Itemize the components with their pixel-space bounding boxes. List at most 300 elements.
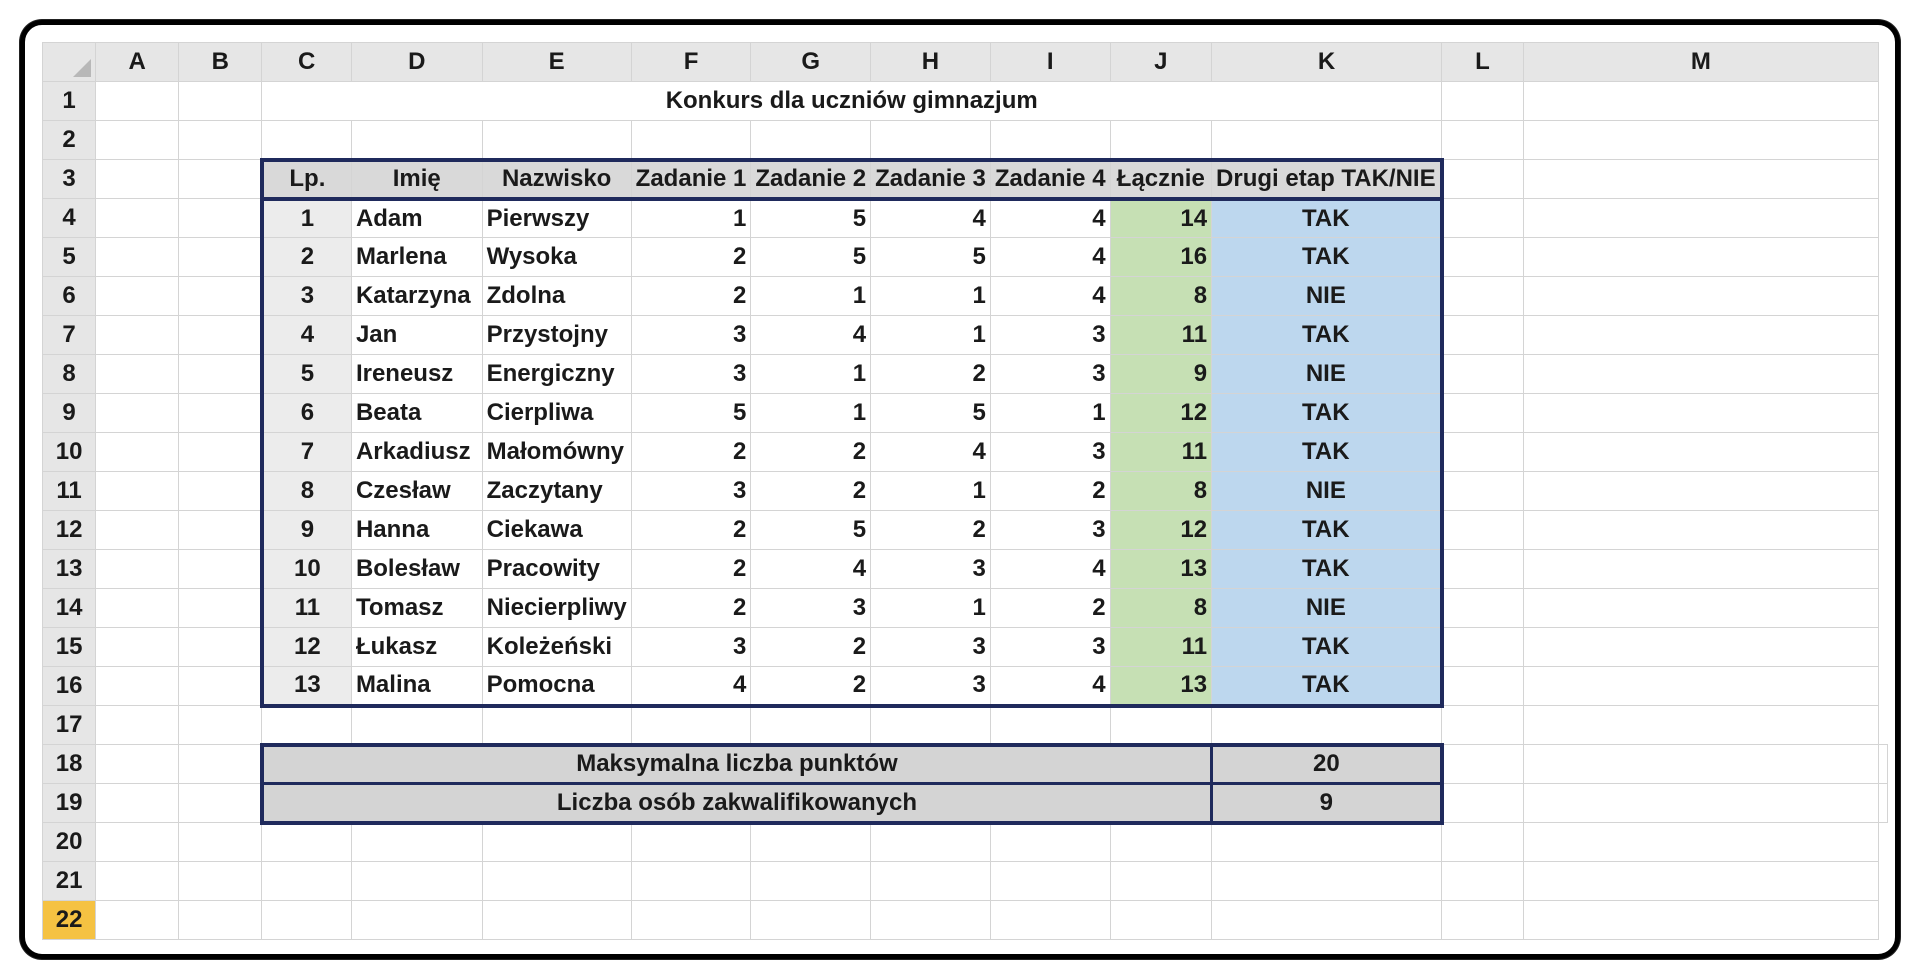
task1-cell[interactable]: 2 [631, 277, 751, 316]
cell[interactable] [179, 355, 262, 394]
cell[interactable] [179, 433, 262, 472]
second-stage-cell[interactable]: TAK [1212, 511, 1442, 550]
cell[interactable] [871, 121, 991, 160]
cell[interactable] [1442, 433, 1524, 472]
cell[interactable] [1523, 316, 1878, 355]
cell[interactable] [262, 706, 352, 745]
cell[interactable] [1523, 550, 1878, 589]
cell[interactable] [1442, 355, 1524, 394]
cell[interactable] [1442, 199, 1524, 238]
cell[interactable] [1879, 784, 1888, 823]
cell[interactable] [871, 706, 991, 745]
cell[interactable] [96, 706, 179, 745]
cell[interactable] [179, 316, 262, 355]
task1-cell[interactable]: 5 [631, 394, 751, 433]
cell[interactable] [179, 745, 262, 784]
cell[interactable] [96, 667, 179, 706]
cell[interactable] [751, 862, 871, 901]
cell[interactable] [1442, 394, 1524, 433]
cell[interactable] [1442, 160, 1524, 199]
task2-cell[interactable]: 1 [751, 394, 871, 433]
cell[interactable] [96, 238, 179, 277]
cell[interactable] [990, 121, 1110, 160]
cell[interactable] [1212, 121, 1442, 160]
task2-cell[interactable]: 5 [751, 238, 871, 277]
cell[interactable] [96, 394, 179, 433]
row-header[interactable]: 14 [43, 589, 96, 628]
cell[interactable] [1523, 823, 1878, 862]
task4-cell[interactable]: 4 [990, 199, 1110, 238]
table-header-cell[interactable]: Nazwisko [482, 160, 631, 199]
row-header[interactable]: 3 [43, 160, 96, 199]
row-header[interactable]: 5 [43, 238, 96, 277]
task1-cell[interactable]: 3 [631, 355, 751, 394]
cell[interactable] [631, 901, 751, 940]
lp-cell[interactable]: 5 [262, 355, 352, 394]
cell[interactable] [1212, 862, 1442, 901]
cell[interactable] [1212, 823, 1442, 862]
first-name-cell[interactable]: Łukasz [351, 628, 482, 667]
cell[interactable] [1442, 472, 1524, 511]
cell[interactable] [482, 121, 631, 160]
cell[interactable] [1523, 238, 1878, 277]
cell[interactable] [631, 823, 751, 862]
first-name-cell[interactable]: Jan [351, 316, 482, 355]
last-name-cell[interactable]: Pierwszy [482, 199, 631, 238]
lp-cell[interactable]: 3 [262, 277, 352, 316]
cell[interactable] [1523, 901, 1878, 940]
cell[interactable] [631, 706, 751, 745]
cell[interactable] [1523, 745, 1878, 784]
task4-cell[interactable]: 3 [990, 433, 1110, 472]
task4-cell[interactable]: 2 [990, 589, 1110, 628]
cell[interactable] [1110, 121, 1212, 160]
cell[interactable] [1523, 667, 1878, 706]
cell[interactable] [96, 199, 179, 238]
cell[interactable] [482, 862, 631, 901]
task3-cell[interactable]: 1 [871, 589, 991, 628]
row-header[interactable]: 4 [43, 199, 96, 238]
total-cell[interactable]: 16 [1110, 238, 1212, 277]
cell[interactable] [1523, 628, 1878, 667]
task3-cell[interactable]: 1 [871, 316, 991, 355]
task2-cell[interactable]: 4 [751, 316, 871, 355]
task2-cell[interactable]: 5 [751, 511, 871, 550]
task1-cell[interactable]: 3 [631, 472, 751, 511]
column-header-f[interactable]: F [631, 43, 751, 82]
cell[interactable] [990, 901, 1110, 940]
row-header[interactable]: 18 [43, 745, 96, 784]
row-header[interactable]: 20 [43, 823, 96, 862]
cell[interactable] [1442, 550, 1524, 589]
task3-cell[interactable]: 4 [871, 199, 991, 238]
cell[interactable] [179, 823, 262, 862]
task1-cell[interactable]: 1 [631, 199, 751, 238]
cell[interactable] [1523, 160, 1878, 199]
task1-cell[interactable]: 2 [631, 589, 751, 628]
cell[interactable] [990, 862, 1110, 901]
last-name-cell[interactable]: Zdolna [482, 277, 631, 316]
cell[interactable] [1442, 628, 1524, 667]
cell[interactable] [96, 589, 179, 628]
cell[interactable] [179, 550, 262, 589]
task3-cell[interactable]: 2 [871, 511, 991, 550]
task3-cell[interactable]: 1 [871, 277, 991, 316]
lp-cell[interactable]: 2 [262, 238, 352, 277]
task1-cell[interactable]: 2 [631, 238, 751, 277]
second-stage-cell[interactable]: NIE [1212, 355, 1442, 394]
cell[interactable] [96, 316, 179, 355]
row-header[interactable]: 19 [43, 784, 96, 823]
last-name-cell[interactable]: Pomocna [482, 667, 631, 706]
task2-cell[interactable]: 5 [751, 199, 871, 238]
cell[interactable] [1442, 121, 1524, 160]
task4-cell[interactable]: 2 [990, 472, 1110, 511]
column-header-j[interactable]: J [1110, 43, 1212, 82]
cell[interactable] [179, 706, 262, 745]
task1-cell[interactable]: 2 [631, 550, 751, 589]
cell[interactable] [96, 472, 179, 511]
cell[interactable] [1523, 862, 1878, 901]
cell[interactable] [1442, 784, 1524, 823]
first-name-cell[interactable]: Arkadiusz [351, 433, 482, 472]
cell[interactable] [1523, 433, 1878, 472]
total-cell[interactable]: 13 [1110, 550, 1212, 589]
first-name-cell[interactable]: Beata [351, 394, 482, 433]
cell[interactable] [631, 862, 751, 901]
second-stage-cell[interactable]: TAK [1212, 550, 1442, 589]
row-header[interactable]: 15 [43, 628, 96, 667]
task4-cell[interactable]: 1 [990, 394, 1110, 433]
cell[interactable] [96, 550, 179, 589]
cell[interactable] [179, 784, 262, 823]
total-cell[interactable]: 11 [1110, 433, 1212, 472]
cell[interactable] [1523, 82, 1878, 121]
cell[interactable] [96, 82, 179, 121]
cell[interactable] [96, 745, 179, 784]
cell[interactable] [351, 823, 482, 862]
column-header-k[interactable]: K [1212, 43, 1442, 82]
cell[interactable] [751, 901, 871, 940]
row-header[interactable]: 16 [43, 667, 96, 706]
cell[interactable] [179, 628, 262, 667]
second-stage-cell[interactable]: TAK [1212, 433, 1442, 472]
task4-cell[interactable]: 3 [990, 628, 1110, 667]
cell[interactable] [751, 823, 871, 862]
cell[interactable] [262, 862, 352, 901]
cell[interactable] [179, 511, 262, 550]
cell[interactable] [96, 433, 179, 472]
first-name-cell[interactable]: Hanna [351, 511, 482, 550]
total-cell[interactable]: 11 [1110, 316, 1212, 355]
column-header-i[interactable]: I [990, 43, 1110, 82]
task4-cell[interactable]: 4 [990, 667, 1110, 706]
lp-cell[interactable]: 13 [262, 667, 352, 706]
first-name-cell[interactable]: Marlena [351, 238, 482, 277]
cell[interactable] [179, 394, 262, 433]
cell[interactable] [351, 862, 482, 901]
task2-cell[interactable]: 1 [751, 277, 871, 316]
cell[interactable] [351, 706, 482, 745]
cell[interactable] [1442, 511, 1524, 550]
task3-cell[interactable]: 1 [871, 472, 991, 511]
task4-cell[interactable]: 3 [990, 316, 1110, 355]
cell[interactable] [1110, 862, 1212, 901]
table-header-cell[interactable]: Drugi etap TAK/NIE [1212, 160, 1442, 199]
cell[interactable] [1110, 706, 1212, 745]
row-header[interactable]: 11 [43, 472, 96, 511]
first-name-cell[interactable]: Malina [351, 667, 482, 706]
cell[interactable] [1110, 901, 1212, 940]
total-cell[interactable]: 14 [1110, 199, 1212, 238]
cell[interactable] [179, 589, 262, 628]
cell[interactable] [1442, 823, 1524, 862]
row-header[interactable]: 10 [43, 433, 96, 472]
cell[interactable] [96, 901, 179, 940]
cell[interactable] [871, 901, 991, 940]
cell[interactable] [1442, 238, 1524, 277]
last-name-cell[interactable]: Pracowity [482, 550, 631, 589]
cell[interactable] [179, 901, 262, 940]
cell[interactable] [179, 862, 262, 901]
row-header[interactable]: 22 [43, 901, 96, 940]
second-stage-cell[interactable]: NIE [1212, 277, 1442, 316]
lp-cell[interactable]: 9 [262, 511, 352, 550]
second-stage-cell[interactable]: TAK [1212, 316, 1442, 355]
table-header-cell[interactable]: Imię [351, 160, 482, 199]
task4-cell[interactable]: 4 [990, 277, 1110, 316]
cell[interactable] [1442, 745, 1524, 784]
task3-cell[interactable]: 5 [871, 394, 991, 433]
total-cell[interactable]: 13 [1110, 667, 1212, 706]
second-stage-cell[interactable]: TAK [1212, 238, 1442, 277]
task4-cell[interactable]: 3 [990, 511, 1110, 550]
cell[interactable] [96, 628, 179, 667]
task3-cell[interactable]: 3 [871, 628, 991, 667]
total-cell[interactable]: 12 [1110, 511, 1212, 550]
column-header-c[interactable]: C [262, 43, 352, 82]
cell[interactable] [179, 472, 262, 511]
table-header-cell[interactable]: Lp. [262, 160, 352, 199]
cell[interactable] [1523, 589, 1878, 628]
cell[interactable] [1212, 901, 1442, 940]
cell[interactable] [1523, 511, 1878, 550]
first-name-cell[interactable]: Bolesław [351, 550, 482, 589]
task4-cell[interactable]: 3 [990, 355, 1110, 394]
table-header-cell[interactable]: Zadanie 4 [990, 160, 1110, 199]
cell[interactable] [1442, 901, 1524, 940]
second-stage-cell[interactable]: NIE [1212, 472, 1442, 511]
task1-cell[interactable]: 2 [631, 511, 751, 550]
first-name-cell[interactable]: Tomasz [351, 589, 482, 628]
row-header[interactable]: 17 [43, 706, 96, 745]
cell[interactable] [990, 706, 1110, 745]
cell[interactable] [871, 823, 991, 862]
cell[interactable] [179, 667, 262, 706]
summary-value[interactable]: 9 [1212, 784, 1442, 823]
cell[interactable] [1523, 199, 1878, 238]
cell[interactable] [96, 277, 179, 316]
task2-cell[interactable]: 2 [751, 433, 871, 472]
task3-cell[interactable]: 3 [871, 667, 991, 706]
last-name-cell[interactable]: Cierpliwa [482, 394, 631, 433]
cell[interactable] [1442, 589, 1524, 628]
column-header-b[interactable]: B [179, 43, 262, 82]
task3-cell[interactable]: 4 [871, 433, 991, 472]
row-header[interactable]: 6 [43, 277, 96, 316]
task1-cell[interactable]: 4 [631, 667, 751, 706]
cell[interactable] [96, 121, 179, 160]
row-header[interactable]: 21 [43, 862, 96, 901]
total-cell[interactable]: 8 [1110, 277, 1212, 316]
row-header[interactable]: 1 [43, 82, 96, 121]
table-header-cell[interactable]: Łącznie [1110, 160, 1212, 199]
summary-label[interactable]: Liczba osób zakwalifikowanych [262, 784, 1212, 823]
cell[interactable] [351, 121, 482, 160]
cell[interactable] [262, 901, 352, 940]
cell[interactable] [751, 706, 871, 745]
last-name-cell[interactable]: Ciekawa [482, 511, 631, 550]
lp-cell[interactable]: 11 [262, 589, 352, 628]
summary-label[interactable]: Maksymalna liczba punktów [262, 745, 1212, 784]
lp-cell[interactable]: 4 [262, 316, 352, 355]
cell[interactable] [179, 277, 262, 316]
cell[interactable] [1442, 277, 1524, 316]
task3-cell[interactable]: 5 [871, 238, 991, 277]
cell[interactable] [1110, 823, 1212, 862]
row-header[interactable]: 13 [43, 550, 96, 589]
total-cell[interactable]: 11 [1110, 628, 1212, 667]
cell[interactable] [1523, 121, 1878, 160]
cell[interactable] [1523, 706, 1878, 745]
task3-cell[interactable]: 2 [871, 355, 991, 394]
task1-cell[interactable]: 3 [631, 628, 751, 667]
cell[interactable] [482, 706, 631, 745]
total-cell[interactable]: 8 [1110, 472, 1212, 511]
last-name-cell[interactable]: Przystojny [482, 316, 631, 355]
cell[interactable] [1523, 784, 1878, 823]
task4-cell[interactable]: 4 [990, 550, 1110, 589]
cell[interactable] [751, 121, 871, 160]
cell[interactable] [179, 160, 262, 199]
cell[interactable] [179, 199, 262, 238]
second-stage-cell[interactable]: TAK [1212, 667, 1442, 706]
cell[interactable] [262, 823, 352, 862]
cell[interactable] [482, 901, 631, 940]
select-all-corner[interactable] [43, 43, 96, 82]
row-header[interactable]: 12 [43, 511, 96, 550]
row-header[interactable]: 2 [43, 121, 96, 160]
row-header[interactable]: 7 [43, 316, 96, 355]
column-header-l[interactable]: L [1442, 43, 1524, 82]
cell[interactable] [871, 862, 991, 901]
cell[interactable] [1442, 82, 1524, 121]
cell[interactable] [1879, 745, 1888, 784]
cell[interactable] [1442, 862, 1524, 901]
second-stage-cell[interactable]: TAK [1212, 199, 1442, 238]
cell[interactable] [96, 160, 179, 199]
cell[interactable] [96, 862, 179, 901]
task2-cell[interactable]: 4 [751, 550, 871, 589]
cell[interactable] [1523, 472, 1878, 511]
summary-value[interactable]: 20 [1212, 745, 1442, 784]
last-name-cell[interactable]: Wysoka [482, 238, 631, 277]
cell[interactable] [351, 901, 482, 940]
lp-cell[interactable]: 12 [262, 628, 352, 667]
lp-cell[interactable]: 6 [262, 394, 352, 433]
last-name-cell[interactable]: Małomówny [482, 433, 631, 472]
cell[interactable] [482, 823, 631, 862]
cell[interactable] [96, 355, 179, 394]
second-stage-cell[interactable]: TAK [1212, 628, 1442, 667]
table-header-cell[interactable]: Zadanie 3 [871, 160, 991, 199]
cell[interactable] [1523, 355, 1878, 394]
second-stage-cell[interactable]: NIE [1212, 589, 1442, 628]
cell[interactable] [1523, 277, 1878, 316]
column-header-h[interactable]: H [871, 43, 991, 82]
table-header-cell[interactable]: Zadanie 2 [751, 160, 871, 199]
task1-cell[interactable]: 2 [631, 433, 751, 472]
cell[interactable] [96, 784, 179, 823]
lp-cell[interactable]: 1 [262, 199, 352, 238]
task3-cell[interactable]: 3 [871, 550, 991, 589]
row-header[interactable]: 9 [43, 394, 96, 433]
cell[interactable] [1442, 706, 1524, 745]
last-name-cell[interactable]: Energiczny [482, 355, 631, 394]
first-name-cell[interactable]: Adam [351, 199, 482, 238]
last-name-cell[interactable]: Koleżeński [482, 628, 631, 667]
first-name-cell[interactable]: Czesław [351, 472, 482, 511]
task2-cell[interactable]: 2 [751, 472, 871, 511]
second-stage-cell[interactable]: TAK [1212, 394, 1442, 433]
cell[interactable] [96, 511, 179, 550]
column-header-e[interactable]: E [482, 43, 631, 82]
cell[interactable] [1442, 316, 1524, 355]
cell[interactable] [1523, 394, 1878, 433]
row-header[interactable]: 8 [43, 355, 96, 394]
task2-cell[interactable]: 1 [751, 355, 871, 394]
first-name-cell[interactable]: Ireneusz [351, 355, 482, 394]
task2-cell[interactable]: 3 [751, 589, 871, 628]
cell[interactable] [179, 82, 262, 121]
cell[interactable] [1442, 667, 1524, 706]
total-cell[interactable]: 9 [1110, 355, 1212, 394]
column-header-g[interactable]: G [751, 43, 871, 82]
cell[interactable] [96, 823, 179, 862]
column-header-a[interactable]: A [96, 43, 179, 82]
lp-cell[interactable]: 7 [262, 433, 352, 472]
total-cell[interactable]: 12 [1110, 394, 1212, 433]
cell[interactable] [179, 121, 262, 160]
cell[interactable] [1212, 706, 1442, 745]
table-header-cell[interactable]: Zadanie 1 [631, 160, 751, 199]
last-name-cell[interactable]: Niecierpliwy [482, 589, 631, 628]
task2-cell[interactable]: 2 [751, 628, 871, 667]
spreadsheet-grid[interactable] [42, 42, 1888, 947]
cell[interactable] [990, 823, 1110, 862]
column-header-m[interactable]: M [1523, 43, 1878, 82]
total-cell[interactable]: 8 [1110, 589, 1212, 628]
first-name-cell[interactable]: Katarzyna [351, 277, 482, 316]
last-name-cell[interactable]: Zaczytany [482, 472, 631, 511]
lp-cell[interactable]: 10 [262, 550, 352, 589]
cell[interactable] [631, 121, 751, 160]
cell[interactable] [262, 121, 352, 160]
task4-cell[interactable]: 4 [990, 238, 1110, 277]
column-header-d[interactable]: D [351, 43, 482, 82]
task2-cell[interactable]: 2 [751, 667, 871, 706]
cell[interactable] [179, 238, 262, 277]
